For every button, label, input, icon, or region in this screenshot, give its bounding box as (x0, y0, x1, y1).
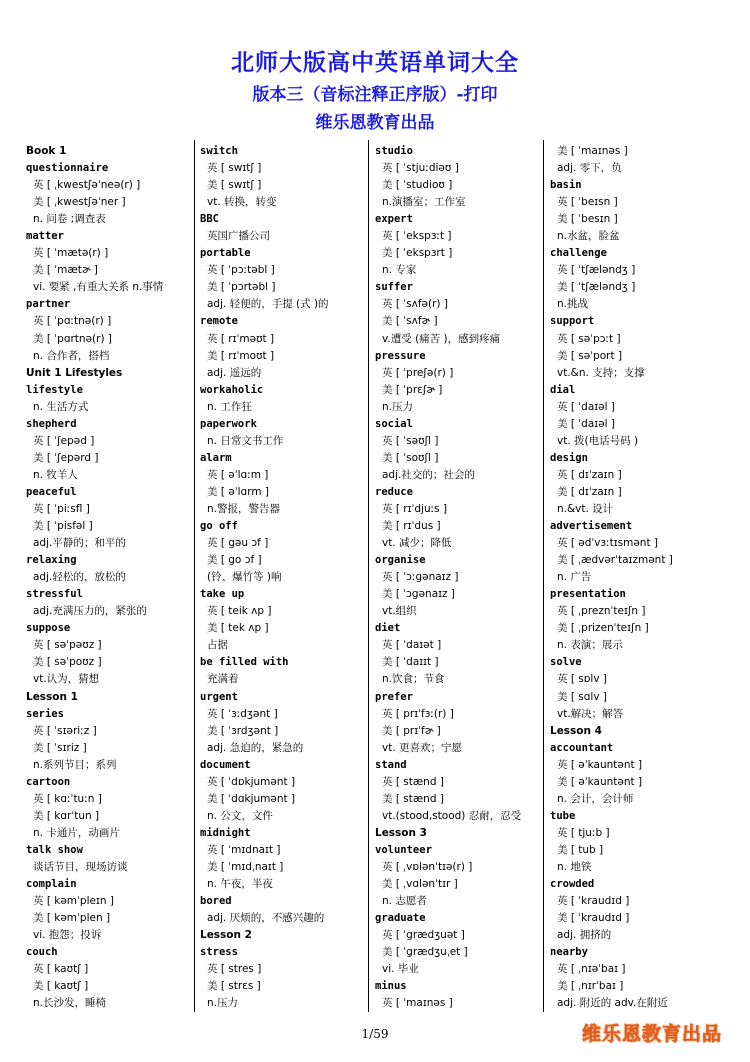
vocab-word: advertisement (550, 520, 633, 533)
vocab-detail: v.遭受 (痛苦 )，感到疼痛 (382, 332, 501, 345)
vocab-detail: 英 [ ˈekspɜːt ] (382, 230, 452, 243)
vocab-detail: vi. 要紧 ,有重大关系 n.事情 (33, 281, 164, 294)
vocab-detail: n.压力 (207, 997, 238, 1010)
vocab-detail: 美 [ kaʊtʃ ] (33, 980, 89, 993)
vocab-detail: adj. 轻便的，手提 (式 )的 (207, 298, 329, 311)
vocab-detail: 美 [ ˌædvərˈtaɪzmənt ] (557, 554, 673, 567)
vocab-detail: 英 [ ˌkwestʃəˈneə(r) ] (33, 179, 141, 192)
vocab-detail: 美 [ ˈdɑkjumənt ] (207, 792, 296, 805)
vocab-detail: n.&vt. 设计 (557, 502, 614, 515)
vocab-detail: 英 [ ˈɜːdʒənt ] (207, 707, 278, 720)
vocab-detail: 英 [ ˈmætə(r) ] (33, 247, 109, 260)
vocab-detail: 英 [ sɒlv ] (557, 673, 607, 686)
vocab-detail: 英 [ ˈpɔːtəbl ] (207, 264, 275, 277)
vocab-detail: n.挑战 (557, 298, 588, 311)
vocab-detail: 英 [ ˈɔːgənaɪz ] (382, 571, 459, 584)
vocab-detail: n. 生活方式 (33, 400, 89, 413)
vocab-detail: 英 [ səˈpɔːt ] (557, 332, 621, 345)
vocab-detail: adj.轻松的，放松的 (33, 571, 126, 584)
vocab-word: social (375, 417, 413, 430)
section-heading: Lesson 3 (375, 826, 427, 839)
vocab-detail: 美 [ sɑlv ] (557, 690, 607, 703)
vocab-detail: n. 专家 (382, 264, 417, 277)
vocab-detail: 英 [ ˌpreznˈteɪʃn ] (557, 605, 646, 618)
page-subtitle: 版本三（音标注释正序版）-打印 (252, 85, 498, 105)
section-heading: Lesson 4 (550, 724, 602, 737)
vocab-word: document (200, 758, 251, 771)
vocab-word: support (550, 315, 595, 328)
vocab-detail: (铃、爆竹等 )响 (207, 571, 282, 584)
vocab-word: expert (375, 213, 413, 226)
vocab-detail: n.长沙发，睡椅 (33, 997, 106, 1010)
vocab-word: stand (375, 758, 407, 771)
vocab-word: shepherd (26, 417, 77, 430)
vocab-detail: n.演播室；工作室 (382, 196, 466, 209)
vocab-detail: 美 [ ˈbesɪn ] (557, 213, 618, 226)
vocab-detail: n. 志愿者 (382, 895, 427, 908)
vocab-detail: 充满着 (207, 673, 239, 686)
vocab-detail: n. 会计，会计师 (557, 792, 634, 805)
vocab-detail: 美 [ ˈdaɪɪt ] (382, 656, 439, 669)
watermark: 维乐恩教育出品 (582, 1023, 723, 1045)
vocab-detail: 美 [ səˈport ] (557, 349, 623, 362)
vocab-detail: 英 [ əˈlɑːm ] (207, 468, 269, 481)
vocab-detail: vt. 转换，转变 (207, 196, 277, 209)
vocab-word: go off (200, 520, 238, 533)
vocab-detail: 美 [ əˈlɑrm ] (207, 485, 269, 498)
vocab-detail: 美 [ ˌnɪrˈbaɪ ] (557, 980, 624, 993)
vocab-word: presentation (550, 588, 626, 601)
vocab-detail: 美 [ rɪˈdus ] (382, 520, 441, 533)
vocab-detail: adj. 厌烦的，不感兴趣的 (207, 912, 325, 925)
vocab-detail: 英 [ ˈpiːsfl ] (33, 502, 90, 515)
vocab-detail: n. 午夜，半夜 (207, 878, 273, 891)
vocab-detail: 英 [ dɪˈzaɪn ] (557, 468, 622, 481)
section-heading: Lesson 1 (26, 690, 78, 703)
vocab-detail: 美 [ ˈpɔrtəbl ] (207, 281, 276, 294)
vocab-detail: 美 [ ˈprɛʃɚ ] (382, 383, 443, 396)
vocab-word: graduate (375, 912, 426, 925)
vocab-word: reduce (375, 485, 413, 498)
vocab-detail: 美 [ ˈsʌfɚ ] (382, 315, 438, 328)
vocab-word: midnight (200, 826, 251, 839)
vocab-detail: 英 [ ˈtʃæləndʒ ] (557, 264, 636, 277)
vocab-detail: 英 [ kəmˈpleɪn ] (33, 895, 114, 908)
vocab-detail: 美 [ kəmˈplen ] (33, 912, 111, 925)
vocab-detail: adj.平静的；和平的 (33, 537, 126, 550)
vocab-detail: adj. 拥挤的 (557, 929, 612, 942)
vocab-word: accountant (550, 741, 614, 754)
vocab-detail: n. 卡通片，动画片 (33, 826, 120, 839)
vocab-word: stress (200, 946, 238, 959)
vocab-detail: 英 [ ˈmaɪnəs ] (382, 997, 453, 1010)
vocab-detail: 美 [ swɪtʃ ] (207, 179, 262, 192)
vocab-word: take up (200, 588, 245, 601)
vocab-column-3 (375, 143, 545, 1012)
vocab-detail: vt.(stood,stood) 忍耐，忍受 (382, 809, 522, 822)
vocab-detail: 美 [ ˌkwestʃəˈner ] (33, 196, 126, 209)
vocab-word: minus (375, 980, 407, 993)
vocab-word: diet (375, 622, 401, 635)
vocab-detail: n. 地铁 (557, 860, 592, 873)
vocab-word: switch (200, 145, 238, 157)
vocab-detail: 英 [ ˈstjuːdiəʊ ] (382, 162, 459, 175)
vocab-detail: 美 [ ˈmætɚ ] (33, 264, 98, 277)
vocab-detail: 美 [ tub ] (557, 843, 604, 856)
vocab-detail: 美 [ səˈpoʊz ] (33, 656, 102, 669)
vocab-word: crowded (550, 878, 595, 891)
vocab-detail: vt. 减少；降低 (382, 537, 452, 550)
vocab-word: alarm (200, 451, 232, 464)
vocab-detail: vt. 拨(电话号码 ) (557, 434, 639, 447)
vocab-detail: 美 [ ˈʃepərd ] (33, 451, 99, 464)
vocab-word: cartoon (26, 775, 71, 788)
vocab-word: questionnaire (26, 162, 109, 175)
vocab-detail: 美 [ dɪˈzaɪn ] (557, 485, 622, 498)
vocab-detail: 英 [ ˈdaɪət ] (382, 639, 442, 652)
vocab-detail: 美 [ ˈmɪdˌnaɪt ] (207, 860, 284, 873)
vocab-detail: 英 [ ˈsɪəriːz ] (33, 724, 97, 737)
vocab-detail: 英 [ ədˈvɜːtɪsmənt ] (557, 537, 659, 550)
vocab-word: relaxing (26, 554, 77, 567)
vocab-word: complain (26, 878, 77, 891)
vocab-word: series (26, 707, 64, 720)
vocab-detail: vt.解决；解答 (557, 707, 624, 720)
vocab-word: lifestyle (26, 383, 83, 396)
vocab-detail: 美 [ strɛs ] (207, 980, 261, 993)
vocab-detail: 英国广播公司 (207, 230, 270, 243)
vocab-word: portable (200, 247, 251, 260)
vocab-detail: 英 [ ˌvɒlənˈtɪə(r) ] (382, 860, 473, 873)
vocab-detail: n.警报，警告器 (207, 502, 280, 515)
vocab-detail: vt.&n. 支持；支撑 (557, 366, 645, 379)
vocab-detail: 美 [ ˈɔgənaɪz ] (382, 588, 455, 601)
vocab-detail: 美 [ prɪˈfɚ ] (382, 724, 441, 737)
vocab-detail: 英 [ ˈmɪdnaɪt ] (207, 843, 281, 856)
vocab-detail: 美 [ ˈsɪriz ] (33, 741, 87, 754)
vocab-word: paperwork (200, 417, 257, 430)
vocab-detail: 美 [ ˌprizenˈteɪʃn ] (557, 622, 649, 635)
vocab-detail: vi. 抱怨；投诉 (33, 929, 102, 942)
vocab-word: volunteer (375, 843, 432, 856)
vocab-word: remote (200, 315, 238, 328)
vocab-detail: 美 [ ˈpɑrtnə(r) ] (33, 332, 112, 345)
vocab-word: couch (26, 946, 58, 959)
vocab-detail: 英 [ stænd ] (382, 775, 444, 788)
vocab-word: challenge (550, 247, 607, 260)
vocab-word: suppose (26, 622, 71, 635)
vocab-detail: 美 [ ˈekspɜrt ] (382, 247, 453, 260)
vocab-detail: adj.充满压力的，紧张的 (33, 605, 147, 618)
vocab-detail: vi. 毕业 (382, 963, 419, 976)
vocab-word: workaholic (200, 383, 264, 396)
vocab-word: stressful (26, 588, 83, 601)
vocab-detail: n.饮食；节食 (382, 673, 445, 686)
vocab-detail: vt.认为，猜想 (33, 673, 100, 686)
publisher-line: 维乐恩教育出品 (315, 113, 435, 133)
vocab-word: suffer (375, 281, 413, 294)
vocab-detail: n. 公文，文件 (207, 809, 273, 822)
vocab-column-4 (550, 143, 720, 1012)
vocab-detail: 英 [ rɪˈdjuːs ] (382, 502, 448, 515)
vocab-detail: 美 [ ˌvɑlənˈtɪr ] (382, 878, 458, 891)
vocab-detail: 美 [ əˈkauntənt ] (557, 775, 643, 788)
vocab-detail: 美 [ ˈdaɪəl ] (557, 417, 615, 430)
vocab-detail: 美 [ ˈstudioʊ ] (382, 179, 453, 192)
vocab-detail: adj. 急迫的，紧急的 (207, 741, 304, 754)
vocab-word: urgent (200, 690, 238, 703)
vocab-word: be filled with (200, 656, 289, 669)
vocab-detail: 美 [ stænd ] (382, 792, 444, 805)
section-heading: Unit 1 Lifestyles (26, 366, 123, 379)
vocab-column-2 (200, 143, 370, 1012)
vocab-detail: vt. 更喜欢；宁愿 (382, 741, 463, 754)
vocab-word: tube (550, 809, 576, 822)
vocab-detail: 英 [ prɪˈfɜː(r) ] (382, 707, 454, 720)
vocab-detail: 英 [ ˈdaɪəl ] (557, 400, 615, 413)
vocab-detail: 英 [ kɑːˈtuːn ] (33, 792, 102, 805)
vocab-detail: 谈话节目，现场访谈 (33, 860, 128, 873)
vocab-detail: n. 工作狂 (207, 400, 252, 413)
vocab-word: nearby (550, 946, 588, 959)
vocab-detail: adj. 附近的 adv.在附近 (557, 997, 668, 1010)
vocab-detail: 美 [ ˈgrædʒuˌet ] (382, 946, 468, 959)
vocab-word: design (550, 451, 588, 464)
vocab-detail: n.水盆，脸盆 (557, 230, 620, 243)
vocab-detail: n. 日常文书工作 (207, 434, 284, 447)
vocab-detail: 美 [ tek ʌp ] (207, 622, 269, 635)
vocab-detail: 英 [ teik ʌp ] (207, 605, 272, 618)
vocab-detail: 英 [ ˈbeɪsn ] (557, 196, 618, 209)
vocab-detail: 英 [ ˌnɪəˈbaɪ ] (557, 963, 626, 976)
vocab-word: studio (375, 145, 413, 157)
vocab-detail: vt.组织 (382, 605, 417, 618)
vocab-detail: 美 [ ˈpisfəl ] (33, 520, 93, 533)
section-heading: Lesson 2 (200, 929, 252, 942)
vocab-detail: 英 [ səˈpəʊz ] (33, 639, 102, 652)
vocab-word: partner (26, 298, 71, 311)
vocab-detail: 美 [ ˈmaɪnəs ] (557, 145, 628, 157)
vocab-column-1 (26, 143, 196, 1012)
vocab-detail: 美 [ kɑrˈtun ] (33, 809, 100, 822)
vocab-detail: 英 [ ˈpɑːtnə(r) ] (33, 315, 112, 328)
vocab-detail: 英 [ kaʊtʃ ] (33, 963, 89, 976)
vocab-detail: n. 合作者，搭档 (33, 349, 110, 362)
page-title: 北师大版高中英语单词大全 (231, 50, 519, 76)
vocab-detail: 英 [ stres ] (207, 963, 262, 976)
vocab-detail: 美 [ ˈkraudɪd ] (557, 912, 630, 925)
vocab-word: solve (550, 656, 582, 669)
vocab-detail: adj.社交的；社会的 (382, 468, 475, 481)
vocab-detail: 美 [ ˈtʃæləndʒ ] (557, 281, 636, 294)
vocab-word: pressure (375, 349, 426, 362)
vocab-detail: 英 [ ˈgrædʒuət ] (382, 929, 465, 942)
vocab-detail: n.系列节目；系列 (33, 758, 117, 771)
vocab-word: matter (26, 230, 64, 243)
vocab-detail: 英 [ rɪˈməʊt ] (207, 332, 275, 345)
vocab-detail: 英 [ ˈpreʃə(r) ] (382, 366, 454, 379)
section-heading: Book 1 (26, 145, 67, 157)
vocab-detail: n. 牧羊人 (33, 468, 78, 481)
vocab-detail: 英 [ ˈsəʊʃl ] (382, 434, 439, 447)
vocab-detail: 美 [ rɪˈmoʊt ] (207, 349, 275, 362)
vocab-word: talk show (26, 843, 83, 856)
vocab-detail: 美 [ ˈsoʊʃl ] (382, 451, 439, 464)
vocab-word: peaceful (26, 485, 77, 498)
vocab-detail: n.压力 (382, 400, 413, 413)
vocab-detail: 美 [ go ɔf ] (207, 554, 262, 567)
vocab-detail: 英 [ swɪtʃ ] (207, 162, 262, 175)
vocab-word: bored (200, 895, 232, 908)
vocab-detail: 英 [ ˈʃepəd ] (33, 434, 95, 447)
vocab-detail: 占据 (207, 639, 228, 652)
vocab-detail: adj. 遥远的 (207, 366, 262, 379)
vocab-detail: 英 [ tjuːb ] (557, 826, 610, 839)
vocab-word: prefer (375, 690, 413, 703)
vocab-detail: n. 表演；展示 (557, 639, 623, 652)
vocab-detail: 英 [ ˈdɒkjumənt ] (207, 775, 296, 788)
vocab-detail: 英 [ əˈkauntənt ] (557, 758, 643, 771)
vocab-word: BBC (200, 213, 219, 226)
vocab-detail: 英 [ gəu ɔf ] (207, 537, 269, 550)
vocab-detail: 美 [ ˈɜrdʒənt ] (207, 724, 279, 737)
vocab-detail: adj. 零下，负 (557, 162, 622, 175)
vocab-detail: 英 [ ˈkraudɪd ] (557, 895, 630, 908)
vocab-detail: n. 广告 (557, 571, 592, 584)
page-number: 1/59 (361, 1027, 389, 1041)
vocab-word: dial (550, 383, 576, 396)
vocab-detail: 英 [ ˈsʌfə(r) ] (382, 298, 448, 311)
vocab-word: organise (375, 554, 426, 567)
vocab-detail: n. 问卷 ;调查表 (33, 213, 106, 226)
vocab-word: basin (550, 179, 582, 192)
